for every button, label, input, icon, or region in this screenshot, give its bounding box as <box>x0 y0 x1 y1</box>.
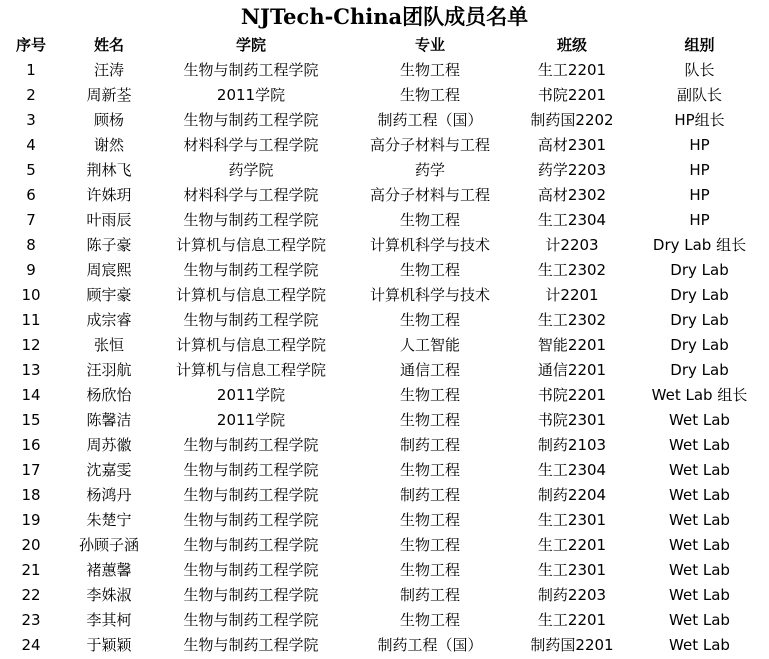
table-row <box>0 532 769 557</box>
cell-index: 12 <box>21 335 41 354</box>
cell-group: Wet Lab <box>669 585 730 604</box>
cell-college: 计算机与信息工程学院 <box>175 286 326 304</box>
cell-name: 沈嘉雯 <box>86 461 132 479</box>
header-major: 专业 <box>414 36 445 54</box>
cell-major: 生物工程 <box>399 61 460 79</box>
cell-class: 高材2301 <box>537 136 607 154</box>
cell-index: 22 <box>21 585 41 604</box>
cell-college: 生物与制药工程学院 <box>183 211 319 229</box>
cell-index: 2 <box>26 85 36 104</box>
cell-group: Dry Lab <box>670 335 729 354</box>
cell-major: 计算机科学与技术 <box>369 286 490 304</box>
cell-class: 药学2203 <box>537 161 607 179</box>
cell-name: 汪羽航 <box>86 361 132 379</box>
cell-class: 制药2203 <box>537 586 607 604</box>
cell-college: 生物与制药工程学院 <box>183 586 319 604</box>
table-header <box>0 32 769 57</box>
cell-college: 生物与制药工程学院 <box>183 436 319 454</box>
table-row <box>0 107 769 132</box>
table-row <box>0 232 769 257</box>
cell-name: 顾杨 <box>93 111 124 129</box>
cell-college: 生物与制药工程学院 <box>183 611 319 629</box>
cell-class: 生工2302 <box>537 261 607 279</box>
cell-index: 5 <box>26 160 36 179</box>
cell-class: 生工2301 <box>537 511 607 529</box>
cell-major: 生物工程 <box>399 261 460 279</box>
cell-college: 材料科学与工程学院 <box>183 136 319 154</box>
table-row <box>0 482 769 507</box>
cell-major: 生物工程 <box>399 386 460 404</box>
header-class: 班级 <box>556 36 587 54</box>
table-row <box>0 307 769 332</box>
cell-major: 生物工程 <box>399 411 460 429</box>
cell-major: 生物工程 <box>399 86 460 104</box>
cell-index: 18 <box>21 485 41 504</box>
cell-index: 15 <box>21 410 41 429</box>
cell-group: Wet Lab <box>669 485 730 504</box>
cell-major: 生物工程 <box>399 511 460 529</box>
cell-class: 智能2201 <box>537 336 607 354</box>
cell-index: 6 <box>26 185 36 204</box>
cell-name: 杨鸿丹 <box>86 486 132 504</box>
cell-college: 生物与制药工程学院 <box>183 311 319 329</box>
cell-college: 计算机与信息工程学院 <box>175 361 326 379</box>
cell-name: 褚蕙馨 <box>86 561 132 579</box>
cell-college: 药学院 <box>228 161 274 179</box>
cell-class: 制药2204 <box>537 486 607 504</box>
cell-index: 13 <box>21 360 41 379</box>
cell-index: 23 <box>21 610 41 629</box>
table-body <box>0 57 769 657</box>
table-row <box>0 332 769 357</box>
cell-class: 计2201 <box>545 286 599 304</box>
cell-class: 书院2301 <box>537 411 607 429</box>
cell-name: 杨欣怡 <box>86 386 132 404</box>
cell-group: Dry Lab <box>670 360 729 379</box>
cell-major: 通信工程 <box>399 361 460 379</box>
cell-name: 于颖颖 <box>86 636 132 654</box>
table-row <box>0 632 769 657</box>
cell-college: 生物与制药工程学院 <box>183 511 319 529</box>
cell-group: Wet Lab <box>669 435 730 454</box>
cell-major: 生物工程 <box>399 611 460 629</box>
cell-major: 生物工程 <box>399 536 460 554</box>
cell-group: Dry Lab <box>670 260 729 279</box>
table-row <box>0 132 769 157</box>
header-name: 姓名 <box>93 36 124 54</box>
cell-name: 陈子豪 <box>86 236 132 254</box>
cell-name: 叶雨辰 <box>86 211 132 229</box>
cell-college: 计算机与信息工程学院 <box>175 336 326 354</box>
cell-index: 20 <box>21 535 41 554</box>
cell-major: 制药工程 <box>399 436 460 454</box>
cell-class: 制药2103 <box>537 436 607 454</box>
cell-name: 汪涛 <box>93 61 124 79</box>
cell-college: 生物与制药工程学院 <box>183 111 319 129</box>
cell-group: Wet Lab <box>669 410 730 429</box>
cell-class: 计2203 <box>545 236 599 254</box>
cell-name: 朱楚宁 <box>86 511 132 529</box>
cell-group: Dry Lab <box>670 310 729 329</box>
cell-index: 24 <box>21 635 41 654</box>
cell-group: HP <box>689 135 710 154</box>
table-row <box>0 157 769 182</box>
table-row <box>0 357 769 382</box>
cell-college: 计算机与信息工程学院 <box>175 236 326 254</box>
cell-class: 生工2304 <box>537 461 607 479</box>
cell-group: Dry Lab 组长 <box>652 236 747 254</box>
cell-name: 许姝玥 <box>86 186 132 204</box>
cell-index: 11 <box>21 310 41 329</box>
table-row <box>0 457 769 482</box>
cell-class: 制药国2202 <box>530 111 614 129</box>
cell-name: 李其柯 <box>86 611 132 629</box>
cell-group: HP <box>689 185 710 204</box>
table-row <box>0 257 769 282</box>
cell-index: 9 <box>26 260 36 279</box>
cell-index: 10 <box>21 285 41 304</box>
cell-major: 制药工程（国） <box>377 636 483 654</box>
cell-index: 1 <box>26 60 36 79</box>
cell-class: 生工2201 <box>537 536 607 554</box>
cell-class: 生工2201 <box>537 61 607 79</box>
cell-class: 通信2201 <box>537 361 607 379</box>
cell-index: 7 <box>26 210 36 229</box>
cell-name: 周新荃 <box>86 86 132 104</box>
cell-major: 高分子材料与工程 <box>369 136 490 154</box>
cell-major: 制药工程 <box>399 486 460 504</box>
cell-major: 制药工程 <box>399 586 460 604</box>
cell-college: 2011学院 <box>216 411 286 429</box>
cell-index: 16 <box>21 435 41 454</box>
table-row <box>0 382 769 407</box>
cell-major: 药学 <box>414 161 445 179</box>
cell-name: 张恒 <box>93 336 124 354</box>
cell-index: 14 <box>21 385 41 404</box>
cell-name: 周苏徽 <box>86 436 132 454</box>
cell-major: 高分子材料与工程 <box>369 186 490 204</box>
table-row <box>0 582 769 607</box>
cell-name: 孙顾子涵 <box>78 536 139 554</box>
cell-group: Wet Lab <box>669 460 730 479</box>
cell-group: Wet Lab <box>669 535 730 554</box>
table-row <box>0 407 769 432</box>
cell-class: 书院2201 <box>537 86 607 104</box>
cell-group: HP <box>689 210 710 229</box>
cell-group: Wet Lab <box>669 560 730 579</box>
cell-class: 生工2304 <box>537 211 607 229</box>
cell-index: 21 <box>21 560 41 579</box>
cell-college: 生物与制药工程学院 <box>183 561 319 579</box>
member-table <box>0 32 769 657</box>
cell-group: Dry Lab <box>670 285 729 304</box>
cell-name: 顾宇豪 <box>86 286 132 304</box>
cell-college: 生物与制药工程学院 <box>183 536 319 554</box>
cell-name: 李姝淑 <box>86 586 132 604</box>
cell-college: 2011学院 <box>216 86 286 104</box>
cell-major: 制药工程（国） <box>377 111 483 129</box>
cell-college: 生物与制药工程学院 <box>183 636 319 654</box>
header-row <box>0 32 769 57</box>
cell-major: 生物工程 <box>399 311 460 329</box>
cell-name: 周宸熙 <box>86 261 132 279</box>
header-group: 组别 <box>684 36 715 54</box>
cell-college: 生物与制药工程学院 <box>183 461 319 479</box>
cell-index: 4 <box>26 135 36 154</box>
cell-class: 制药国2201 <box>530 636 614 654</box>
header-college: 学院 <box>235 36 266 54</box>
cell-group: Wet Lab <box>669 510 730 529</box>
table-row <box>0 507 769 532</box>
cell-major: 生物工程 <box>399 211 460 229</box>
cell-college: 生物与制药工程学院 <box>183 61 319 79</box>
table-row <box>0 607 769 632</box>
cell-index: 17 <box>21 460 41 479</box>
page-title: NJTech-China团队成员名单 <box>240 4 529 29</box>
cell-college: 材料科学与工程学院 <box>183 186 319 204</box>
cell-college: 生物与制药工程学院 <box>183 486 319 504</box>
cell-name: 谢然 <box>93 136 124 154</box>
cell-major: 生物工程 <box>399 561 460 579</box>
cell-group: Wet Lab 组长 <box>651 386 748 404</box>
table-row <box>0 207 769 232</box>
cell-major: 人工智能 <box>399 336 460 354</box>
cell-index: 3 <box>26 110 36 129</box>
cell-class: 生工2301 <box>537 561 607 579</box>
cell-name: 荆林飞 <box>86 161 132 179</box>
cell-college: 2011学院 <box>216 386 286 404</box>
table-row <box>0 432 769 457</box>
cell-group: HP <box>689 160 710 179</box>
cell-group: 队长 <box>684 61 715 79</box>
cell-class: 高材2302 <box>537 186 607 204</box>
table-row <box>0 57 769 82</box>
cell-class: 生工2201 <box>537 611 607 629</box>
header-index: 序号 <box>15 36 46 54</box>
cell-class: 生工2302 <box>537 311 607 329</box>
cell-class: 书院2201 <box>537 386 607 404</box>
cell-major: 生物工程 <box>399 461 460 479</box>
table-row <box>0 557 769 582</box>
table-row <box>0 82 769 107</box>
cell-index: 8 <box>26 235 36 254</box>
cell-college: 生物与制药工程学院 <box>183 261 319 279</box>
cell-group: Wet Lab <box>669 635 730 654</box>
cell-major: 计算机科学与技术 <box>369 236 490 254</box>
table-row <box>0 182 769 207</box>
cell-group: HP组长 <box>674 111 725 129</box>
cell-group: 副队长 <box>676 86 722 104</box>
cell-group: Wet Lab <box>669 610 730 629</box>
cell-index: 19 <box>21 510 41 529</box>
table-row <box>0 282 769 307</box>
cell-name: 陈馨洁 <box>86 411 132 429</box>
cell-name: 成宗睿 <box>86 311 132 329</box>
